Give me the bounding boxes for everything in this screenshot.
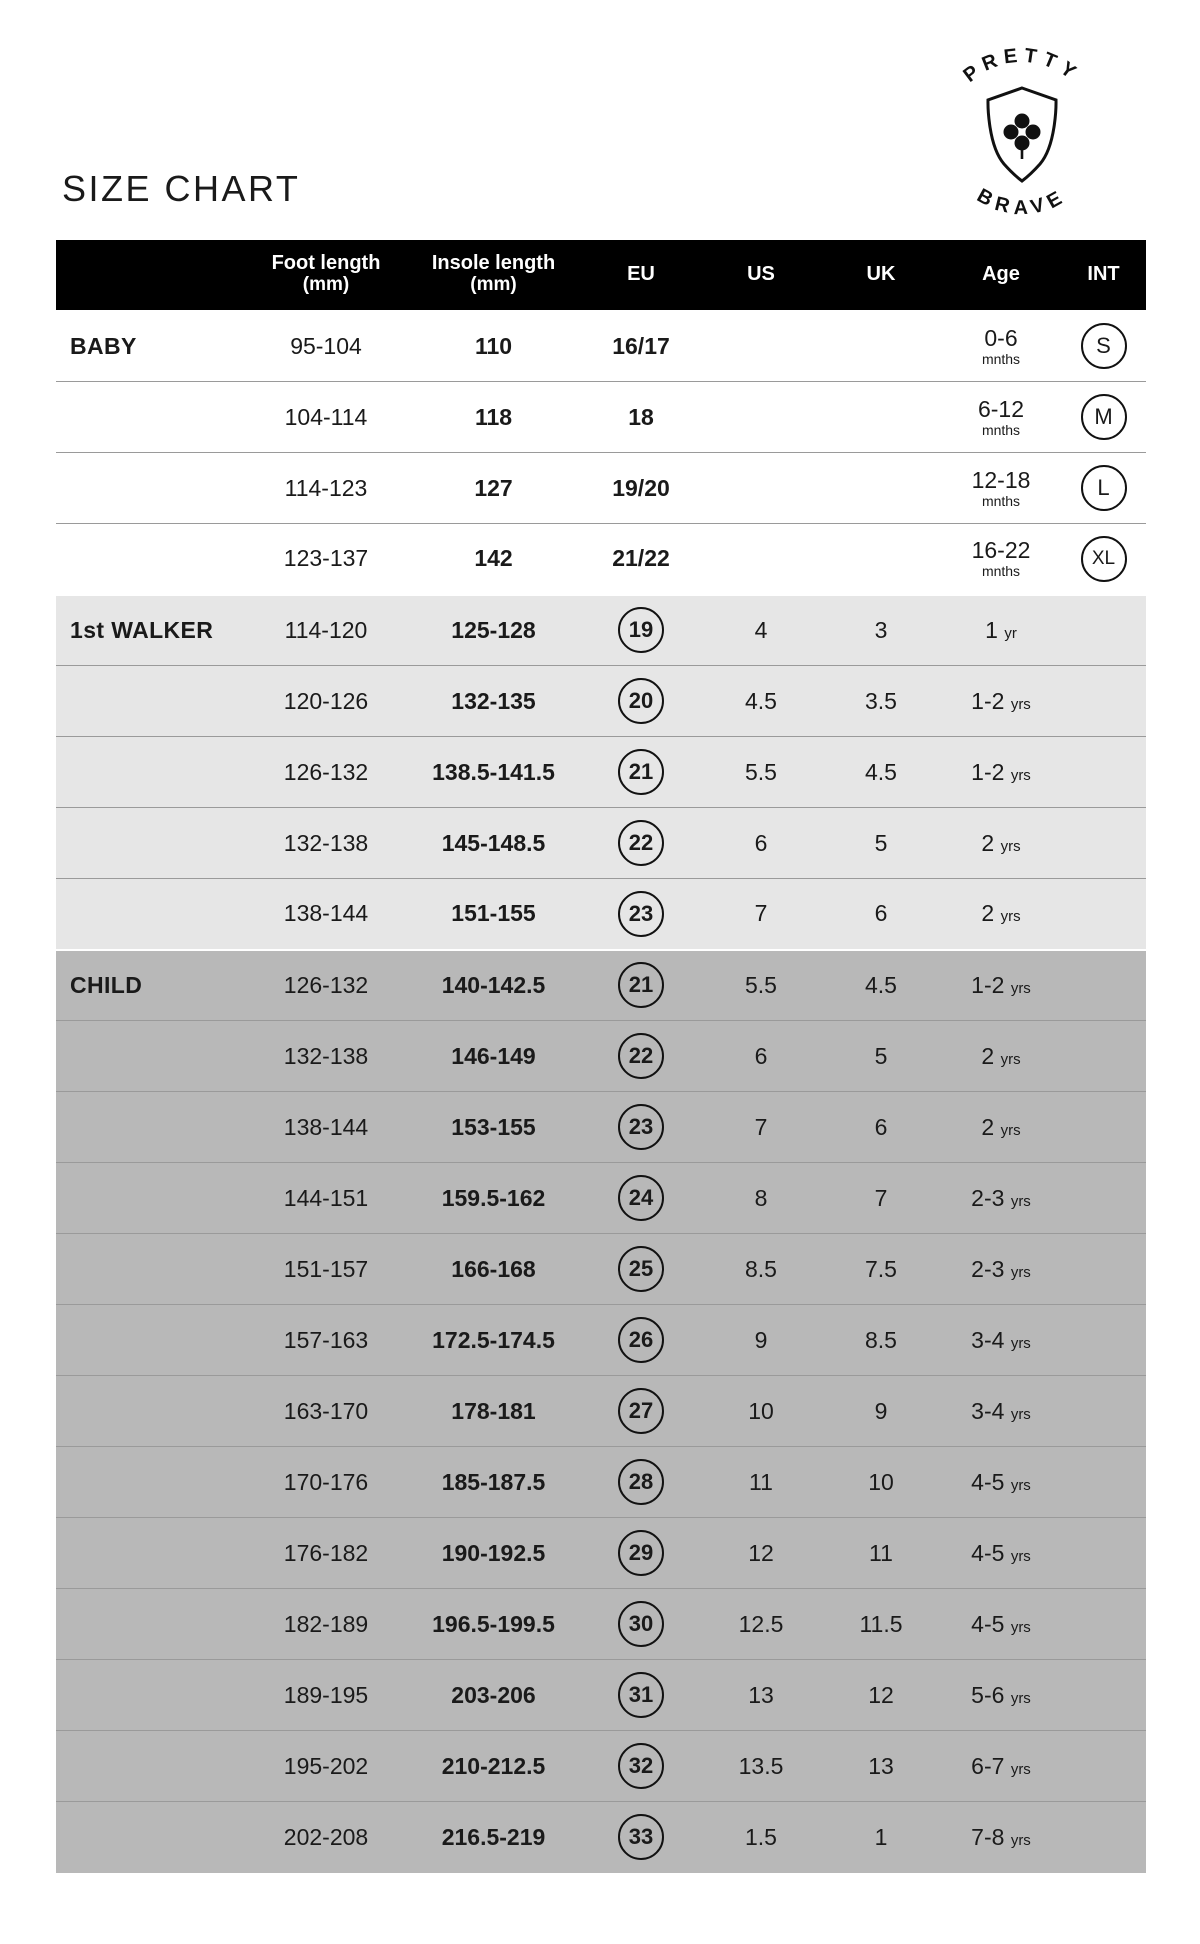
cell-us: 5.5 <box>701 950 821 1021</box>
brand-name-top: PRETTY <box>959 44 1085 87</box>
cell-us: 5.5 <box>701 737 821 808</box>
cell-int <box>1061 1447 1146 1518</box>
cell-age: 2 yrs <box>941 1092 1061 1163</box>
eu-size-circle: 21 <box>618 749 664 795</box>
cell-group <box>56 879 246 950</box>
brand-logo <box>922 36 1122 236</box>
cell-uk: 10 <box>821 1447 941 1518</box>
table-row <box>56 666 1146 737</box>
svg-text:BRAVE <box>973 185 1071 220</box>
cell-uk: 5 <box>821 808 941 879</box>
cell-eu <box>581 595 701 666</box>
cell-foot-length: 144-151 <box>246 1163 406 1234</box>
cell-insole-length: 125-128 <box>406 595 581 666</box>
cell-age: 2-3 yrs <box>941 1163 1061 1234</box>
cell-int <box>1061 524 1146 595</box>
cell-group <box>56 1589 246 1660</box>
cell-eu <box>581 950 701 1021</box>
cell-int <box>1061 737 1146 808</box>
cell-us <box>701 524 821 595</box>
table-header <box>56 240 1146 311</box>
cell-foot-length: 123-137 <box>246 524 406 595</box>
cell-group <box>56 524 246 595</box>
cell-eu <box>581 1589 701 1660</box>
cell-eu: 18 <box>581 382 701 453</box>
cell-foot-length: 132-138 <box>246 808 406 879</box>
cell-int <box>1061 382 1146 453</box>
cell-us: 8.5 <box>701 1234 821 1305</box>
cell-age: 5-6 yrs <box>941 1660 1061 1731</box>
size-chart-table-wrap <box>56 240 1146 1873</box>
table-row <box>56 1731 1146 1802</box>
cell-us: 7 <box>701 879 821 950</box>
cell-us: 10 <box>701 1376 821 1447</box>
cell-uk: 6 <box>821 879 941 950</box>
cell-age: 7-8 yrs <box>941 1802 1061 1873</box>
cell-foot-length: 114-123 <box>246 453 406 524</box>
table-row <box>56 1163 1146 1234</box>
cell-age: 16-22 mnths <box>941 524 1061 595</box>
cell-foot-length: 163-170 <box>246 1376 406 1447</box>
cell-int <box>1061 311 1146 382</box>
cell-int <box>1061 666 1146 737</box>
column-header-eu: EU <box>581 240 701 311</box>
cell-us <box>701 382 821 453</box>
cell-uk: 6 <box>821 1092 941 1163</box>
table-row <box>56 1447 1146 1518</box>
cell-age: 1-2 yrs <box>941 666 1061 737</box>
cell-foot-length: 104-114 <box>246 382 406 453</box>
cell-eu <box>581 879 701 950</box>
int-size-circle: M <box>1081 394 1127 440</box>
eu-size-circle: 25 <box>618 1246 664 1292</box>
cell-uk <box>821 382 941 453</box>
cell-group <box>56 1802 246 1873</box>
cell-int <box>1061 1376 1146 1447</box>
cell-us: 9 <box>701 1305 821 1376</box>
cell-group: 1st WALKER <box>56 595 246 666</box>
cell-uk: 13 <box>821 1731 941 1802</box>
cell-uk: 1 <box>821 1802 941 1873</box>
cell-eu <box>581 1163 701 1234</box>
cell-uk: 4.5 <box>821 737 941 808</box>
cell-eu <box>581 1021 701 1092</box>
cell-group <box>56 1376 246 1447</box>
cell-insole-length: 216.5-219 <box>406 1802 581 1873</box>
cell-int <box>1061 1021 1146 1092</box>
eu-size-circle: 28 <box>618 1459 664 1505</box>
eu-size-circle: 22 <box>618 1033 664 1079</box>
eu-size-circle: 23 <box>618 1104 664 1150</box>
table-row <box>56 1092 1146 1163</box>
cell-foot-length: 176-182 <box>246 1518 406 1589</box>
cell-eu <box>581 666 701 737</box>
cell-insole-length: 132-135 <box>406 666 581 737</box>
cell-int <box>1061 453 1146 524</box>
cell-eu <box>581 1092 701 1163</box>
cell-age: 4-5 yrs <box>941 1447 1061 1518</box>
cell-eu <box>581 808 701 879</box>
cell-eu <box>581 1518 701 1589</box>
cell-insole-length: 142 <box>406 524 581 595</box>
column-header-group <box>56 240 246 311</box>
cell-int <box>1061 1660 1146 1731</box>
cell-age: 3-4 yrs <box>941 1305 1061 1376</box>
table-row <box>56 524 1146 595</box>
cell-us: 12 <box>701 1518 821 1589</box>
cell-insole-length: 146-149 <box>406 1021 581 1092</box>
table-row <box>56 1589 1146 1660</box>
cell-group <box>56 453 246 524</box>
cell-group <box>56 1163 246 1234</box>
eu-size-circle: 29 <box>618 1530 664 1576</box>
cell-eu: 21/22 <box>581 524 701 595</box>
cell-int <box>1061 1234 1146 1305</box>
table-row <box>56 1518 1146 1589</box>
cell-age: 2 yrs <box>941 879 1061 950</box>
cell-uk: 9 <box>821 1376 941 1447</box>
cell-group <box>56 1660 246 1731</box>
table-row <box>56 808 1146 879</box>
cell-int <box>1061 879 1146 950</box>
cell-insole-length: 203-206 <box>406 1660 581 1731</box>
cell-uk: 8.5 <box>821 1305 941 1376</box>
cell-us: 13.5 <box>701 1731 821 1802</box>
cell-insole-length: 110 <box>406 311 581 382</box>
cell-foot-length: 138-144 <box>246 1092 406 1163</box>
cell-foot-length: 126-132 <box>246 737 406 808</box>
cell-uk <box>821 453 941 524</box>
cell-eu <box>581 1447 701 1518</box>
table-row <box>56 1802 1146 1873</box>
cell-age: 1-2 yrs <box>941 737 1061 808</box>
cell-foot-length: 126-132 <box>246 950 406 1021</box>
eu-size-circle: 31 <box>618 1672 664 1718</box>
eu-size-circle: 19 <box>618 607 664 653</box>
eu-size-circle: 33 <box>618 1814 664 1860</box>
eu-size-circle: 32 <box>618 1743 664 1789</box>
column-header-foot-length: Foot length (mm) <box>246 240 406 311</box>
cell-age: 12-18 mnths <box>941 453 1061 524</box>
column-header-int: INT <box>1061 240 1146 311</box>
eu-size-circle: 23 <box>618 891 664 937</box>
cell-insole-length: 178-181 <box>406 1376 581 1447</box>
cell-age: 6-7 yrs <box>941 1731 1061 1802</box>
eu-size-circle: 30 <box>618 1601 664 1647</box>
cell-int <box>1061 595 1146 666</box>
cell-eu <box>581 1802 701 1873</box>
table-row <box>56 311 1146 382</box>
table-row <box>56 1305 1146 1376</box>
cell-foot-length: 182-189 <box>246 1589 406 1660</box>
cell-uk: 3.5 <box>821 666 941 737</box>
table-row <box>56 1234 1146 1305</box>
cell-insole-length: 190-192.5 <box>406 1518 581 1589</box>
cell-int <box>1061 1163 1146 1234</box>
cell-group: CHILD <box>56 950 246 1021</box>
cell-foot-length: 157-163 <box>246 1305 406 1376</box>
cell-group <box>56 1021 246 1092</box>
cell-eu <box>581 737 701 808</box>
cell-group <box>56 1092 246 1163</box>
cell-group <box>56 737 246 808</box>
cell-age: 2 yrs <box>941 808 1061 879</box>
cell-uk: 3 <box>821 595 941 666</box>
cell-eu <box>581 1660 701 1731</box>
cell-insole-length: 127 <box>406 453 581 524</box>
cell-insole-length: 118 <box>406 382 581 453</box>
cell-eu: 16/17 <box>581 311 701 382</box>
cell-eu: 19/20 <box>581 453 701 524</box>
cell-group <box>56 1234 246 1305</box>
eu-size-circle: 24 <box>618 1175 664 1221</box>
cell-group <box>56 1305 246 1376</box>
cell-foot-length: 189-195 <box>246 1660 406 1731</box>
cell-us: 6 <box>701 1021 821 1092</box>
cell-int <box>1061 950 1146 1021</box>
cell-insole-length: 140-142.5 <box>406 950 581 1021</box>
cell-us: 4.5 <box>701 666 821 737</box>
cell-foot-length: 151-157 <box>246 1234 406 1305</box>
int-size-circle: XL <box>1081 536 1127 582</box>
cell-insole-length: 138.5-141.5 <box>406 737 581 808</box>
cell-age: 3-4 yrs <box>941 1376 1061 1447</box>
table-row <box>56 879 1146 950</box>
cell-int <box>1061 1305 1146 1376</box>
cell-uk: 7.5 <box>821 1234 941 1305</box>
cell-uk <box>821 524 941 595</box>
cell-int <box>1061 1802 1146 1873</box>
cell-us: 13 <box>701 1660 821 1731</box>
cell-age: 0-6 mnths <box>941 311 1061 382</box>
cell-uk: 11 <box>821 1518 941 1589</box>
table-row <box>56 950 1146 1021</box>
cell-group <box>56 808 246 879</box>
cell-group <box>56 1447 246 1518</box>
cell-insole-length: 159.5-162 <box>406 1163 581 1234</box>
cell-us: 7 <box>701 1092 821 1163</box>
cell-age: 1-2 yrs <box>941 950 1061 1021</box>
cell-insole-length: 151-155 <box>406 879 581 950</box>
cell-int <box>1061 1731 1146 1802</box>
cell-foot-length: 95-104 <box>246 311 406 382</box>
cell-group: BABY <box>56 311 246 382</box>
table-row <box>56 737 1146 808</box>
cell-age: 4-5 yrs <box>941 1518 1061 1589</box>
cell-us: 1.5 <box>701 1802 821 1873</box>
table-row <box>56 1660 1146 1731</box>
cell-us: 6 <box>701 808 821 879</box>
cell-eu <box>581 1234 701 1305</box>
eu-size-circle: 27 <box>618 1388 664 1434</box>
table-body <box>56 311 1146 1873</box>
column-header-us: US <box>701 240 821 311</box>
eu-size-circle: 21 <box>618 962 664 1008</box>
cell-us: 11 <box>701 1447 821 1518</box>
cell-age: 4-5 yrs <box>941 1589 1061 1660</box>
cell-us <box>701 453 821 524</box>
cell-uk: 11.5 <box>821 1589 941 1660</box>
cell-insole-length: 145-148.5 <box>406 808 581 879</box>
cell-foot-length: 195-202 <box>246 1731 406 1802</box>
table-row <box>56 595 1146 666</box>
column-header-age: Age <box>941 240 1061 311</box>
cell-foot-length: 138-144 <box>246 879 406 950</box>
cell-us: 8 <box>701 1163 821 1234</box>
cell-foot-length: 170-176 <box>246 1447 406 1518</box>
cell-int <box>1061 808 1146 879</box>
int-size-circle: L <box>1081 465 1127 511</box>
cell-age: 1 yr <box>941 595 1061 666</box>
cell-insole-length: 196.5-199.5 <box>406 1589 581 1660</box>
cell-us: 4 <box>701 595 821 666</box>
int-size-circle: S <box>1081 323 1127 369</box>
cell-int <box>1061 1092 1146 1163</box>
svg-text:PRETTY <box>959 44 1084 86</box>
table-row <box>56 382 1146 453</box>
cell-int <box>1061 1518 1146 1589</box>
cell-us: 12.5 <box>701 1589 821 1660</box>
cell-group <box>56 1731 246 1802</box>
cell-eu <box>581 1376 701 1447</box>
cell-foot-length: 114-120 <box>246 595 406 666</box>
cell-insole-length: 172.5-174.5 <box>406 1305 581 1376</box>
cell-age: 2 yrs <box>941 1021 1061 1092</box>
table-row <box>56 453 1146 524</box>
cell-eu <box>581 1305 701 1376</box>
cell-group <box>56 382 246 453</box>
brand-name-bottom: BRAVE <box>973 184 1071 220</box>
page-title: SIZE CHART <box>62 168 301 209</box>
cell-int <box>1061 1589 1146 1660</box>
cell-foot-length: 132-138 <box>246 1021 406 1092</box>
cell-insole-length: 210-212.5 <box>406 1731 581 1802</box>
shield-flower-icon <box>922 36 1122 236</box>
cell-age: 2-3 yrs <box>941 1234 1061 1305</box>
cell-foot-length: 202-208 <box>246 1802 406 1873</box>
cell-eu <box>581 1731 701 1802</box>
cell-insole-length: 166-168 <box>406 1234 581 1305</box>
cell-uk: 4.5 <box>821 950 941 1021</box>
cell-age: 6-12 mnths <box>941 382 1061 453</box>
cell-uk: 5 <box>821 1021 941 1092</box>
cell-foot-length: 120-126 <box>246 666 406 737</box>
cell-insole-length: 153-155 <box>406 1092 581 1163</box>
cell-uk: 12 <box>821 1660 941 1731</box>
cell-uk: 7 <box>821 1163 941 1234</box>
table-row <box>56 1021 1146 1092</box>
cell-us <box>701 311 821 382</box>
eu-size-circle: 26 <box>618 1317 664 1363</box>
cell-group <box>56 666 246 737</box>
table-row <box>56 1376 1146 1447</box>
column-header-uk: UK <box>821 240 941 311</box>
column-header-insole-length: Insole length (mm) <box>406 240 581 311</box>
cell-group <box>56 1518 246 1589</box>
cell-uk <box>821 311 941 382</box>
eu-size-circle: 20 <box>618 678 664 724</box>
cell-insole-length: 185-187.5 <box>406 1447 581 1518</box>
size-chart-table <box>56 240 1146 1873</box>
eu-size-circle: 22 <box>618 820 664 866</box>
